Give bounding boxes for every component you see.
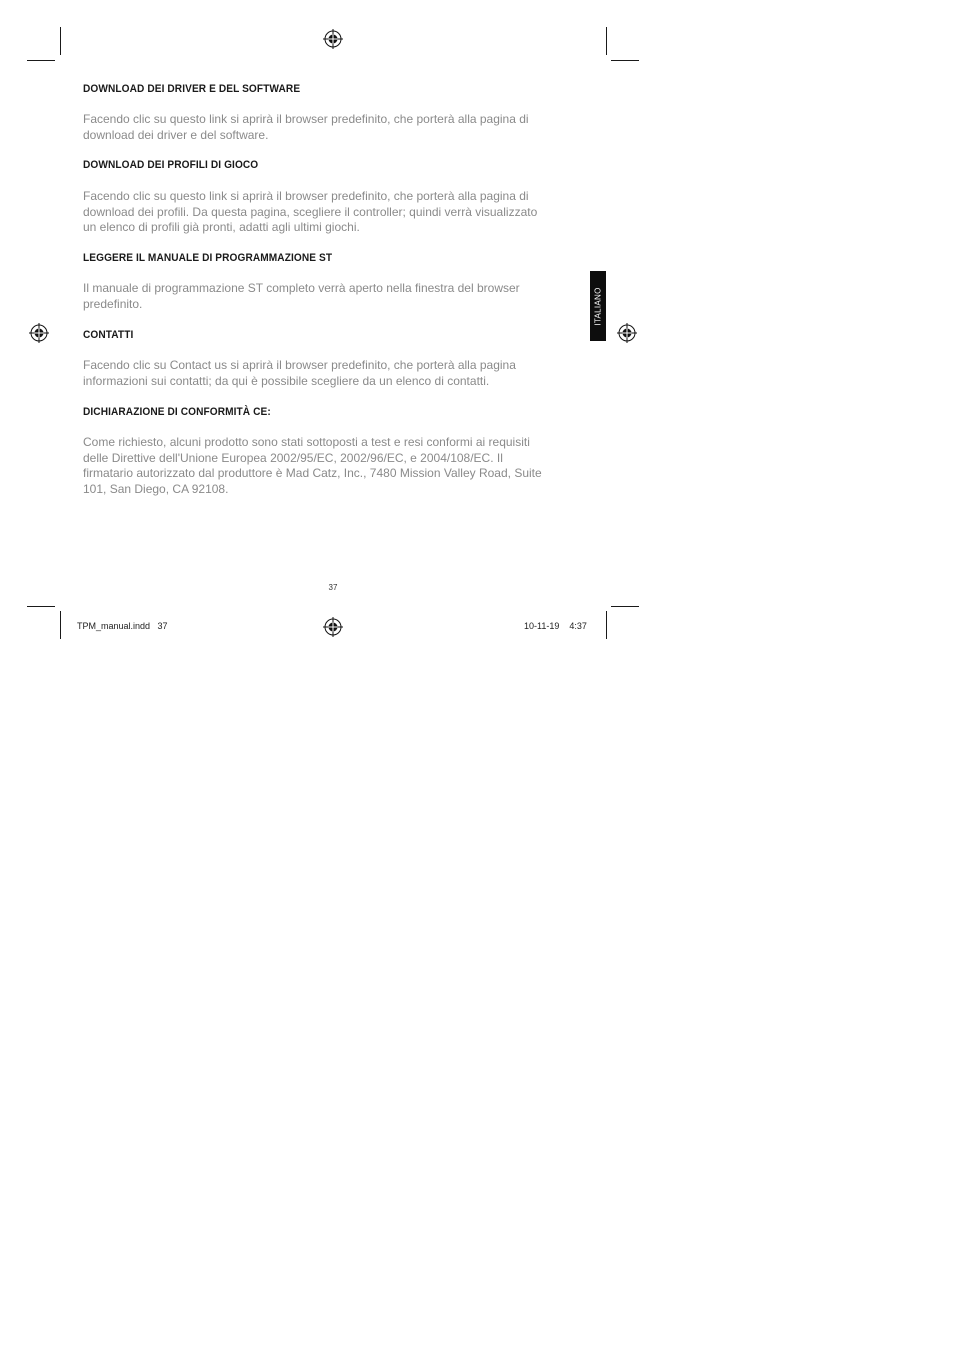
- body-line: Facendo clic su questo link si aprirà il browser predefinito, che porterà alla pagina di: [83, 189, 529, 203]
- crop-mark-bottom-left-h: [27, 606, 55, 607]
- crop-mark-bottom-right-h: [611, 606, 639, 607]
- crop-mark-top-left-v: [60, 27, 61, 55]
- section-manual: [83, 251, 354, 265]
- crop-mark-bottom-right-v: [606, 611, 607, 639]
- body-line: Facendo clic su Contact us si aprirà il browser predefinito, che porterà alla pagina: [83, 358, 516, 372]
- registration-mark-icon: [323, 29, 343, 49]
- section-body: [83, 189, 537, 236]
- section-contacts: [83, 328, 138, 342]
- section-drivers: [83, 82, 319, 96]
- body-line: informazioni sui contatti; da qui è possibile scegliere da un elenco di contatti.: [83, 373, 490, 388]
- section-title: CONTATTI: [83, 329, 134, 341]
- body-line: firmatario autorizzato dal produttore è Mad Catz, Inc., 7480 Mission Valley Road, Suite: [83, 466, 542, 480]
- body-line: un elenco di profili già pronti, adatti agli ultimi giochi.: [83, 220, 360, 234]
- body-line: 101, San Diego, CA 92108.: [83, 481, 229, 496]
- page-number: 37: [328, 583, 338, 592]
- body-line: download dei driver e del software.: [83, 127, 269, 142]
- language-tab: [590, 271, 606, 341]
- registration-mark-icon: [323, 617, 343, 637]
- section-ce-declaration: [83, 405, 287, 419]
- section-body: [83, 112, 529, 143]
- section-title: DICHIARAZIONE DI CONFORMITÀ CE:: [83, 406, 271, 418]
- slug-filename: TPM_manual.indd 37: [77, 621, 168, 631]
- slug-datetime: 10-11-19 4:37: [524, 621, 587, 631]
- crop-mark-top-right-h: [611, 60, 639, 61]
- crop-mark-bottom-left-v: [60, 611, 61, 639]
- body-line: download dei profili. Da questa pagina, scegliere il controller; quindi verrà visualizzato: [83, 204, 538, 219]
- body-line: predefinito.: [83, 296, 143, 311]
- section-title: LEGGERE IL MANUALE DI PROGRAMMAZIONE ST: [83, 252, 333, 264]
- crop-mark-top-right-v: [606, 27, 607, 55]
- registration-mark-icon: [29, 323, 49, 343]
- section-body: [83, 358, 516, 389]
- language-tab-label: ITALIANO: [593, 286, 603, 326]
- body-line: Come richiesto, alcuni prodotto sono stati sottoposti a test e resi conformi ai requisiti: [83, 435, 530, 449]
- section-title: DOWNLOAD DEI DRIVER E DEL SOFTWARE: [83, 83, 301, 95]
- body-line: Facendo clic su questo link si aprirà il browser predefinito, che porterà alla pagina di: [83, 112, 529, 126]
- section-body: [83, 281, 520, 312]
- body-line: delle Direttive dell'Unione Europea 2002/95/EC, 2002/96/EC, e 2004/108/EC. Il: [83, 450, 503, 465]
- body-line: Il manuale di programmazione ST completo verrà aperto nella finestra del browser: [83, 281, 520, 295]
- section-body: [83, 435, 542, 497]
- section-profiles: [83, 158, 274, 172]
- crop-mark-top-left-h: [27, 60, 55, 61]
- section-title: DOWNLOAD DEI PROFILI DI GIOCO: [83, 159, 259, 171]
- registration-mark-icon: [617, 323, 637, 343]
